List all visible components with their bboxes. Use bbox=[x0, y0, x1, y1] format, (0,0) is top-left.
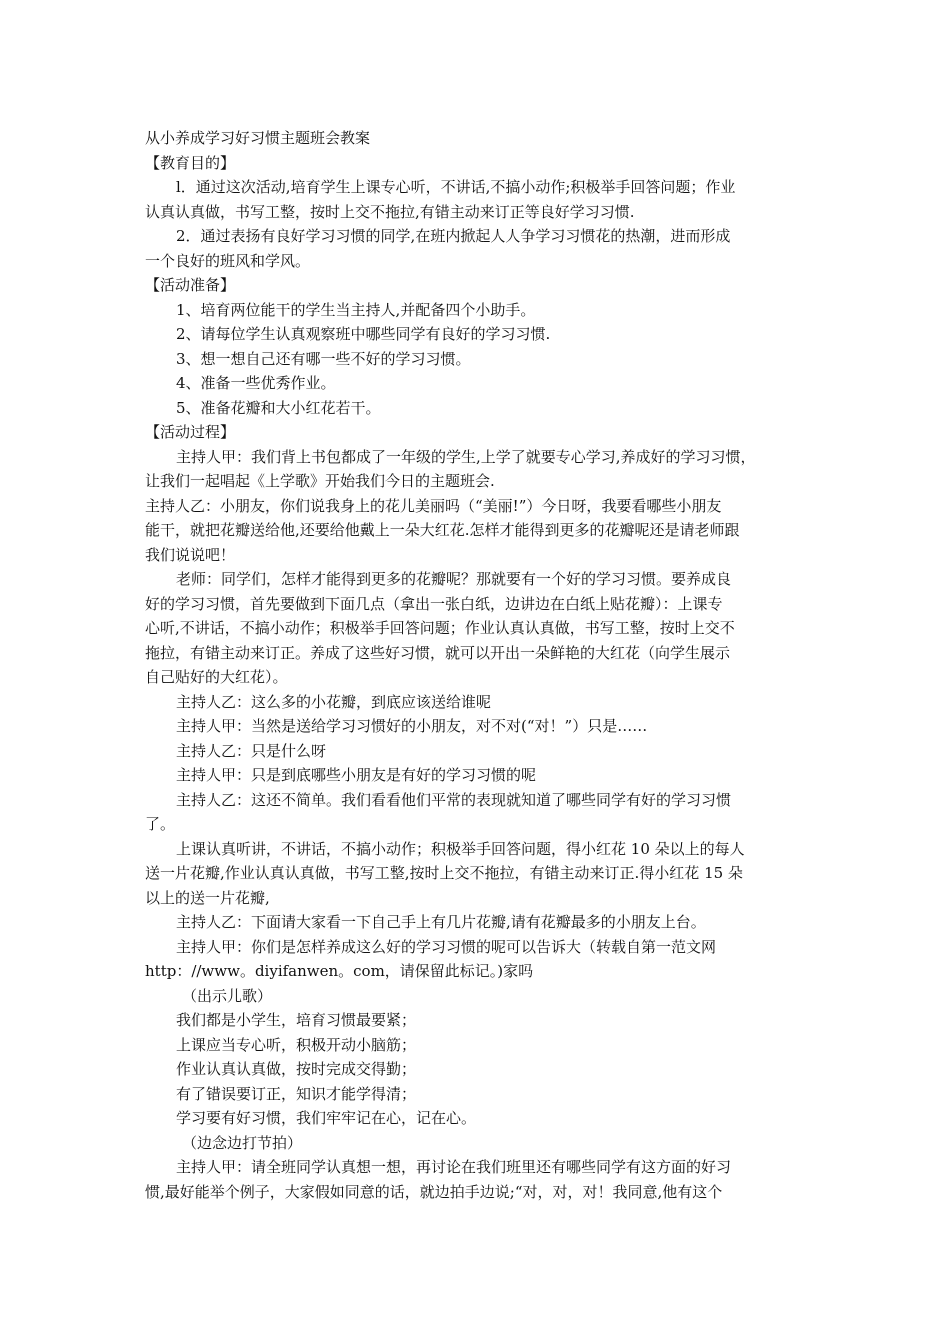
list-item: 2、请每位学生认真观察班中哪些同学有良好的学习习惯. bbox=[176, 325, 551, 343]
paragraph-line: 拖拉，有错主动来订正。养成了这些好习惯，就可以开出一朵鲜艳的大红花（向学生展示 bbox=[145, 643, 731, 662]
paragraph-line: 我们说说吧！ bbox=[145, 545, 236, 564]
paragraph-line: 能干，就把花瓣送给他,还要给他戴上一朵大红花.怎样才能得到更多的花瓣呢还是请老师跟 bbox=[145, 521, 740, 539]
paragraph-line: 自己贴好的大红花）。 bbox=[145, 668, 288, 686]
poem-line: 上课应当专心听，积极开动小脑筋； bbox=[176, 1035, 417, 1054]
paragraph-line: 2．通过表扬有良好学习习惯的同学,在班内掀起人人争学习习惯花的热潮，进而形成 bbox=[176, 227, 731, 245]
section-heading-goal: 【教育目的】 bbox=[145, 153, 236, 172]
dialogue-line: 主持人乙：这还不简单。我们看看他们平常的表现就知道了哪些同学有好的学习习惯 bbox=[176, 790, 732, 809]
dialogue-line: 主持人乙：这么多的小花瓣，到底应该送给谁呢 bbox=[176, 692, 492, 711]
dialogue-line: 主持人乙：下面请大家看一下自己手上有几片花瓣,请有花瓣最多的小朋友上台。 bbox=[176, 913, 706, 931]
section-heading-process: 【活动过程】 bbox=[145, 423, 236, 441]
list-item: 5、准备花瓣和大小红花若干。 bbox=[176, 398, 381, 417]
dialogue-line: http：//www。diyifanwen。com，请保留此标记。)家吗 bbox=[145, 962, 534, 980]
paragraph-line: 心听,不讲话，不搞小动作；积极举手回答问题；作业认真认真做，书写工整，按时上交不 bbox=[145, 619, 735, 637]
poem-line: 作业认真认真做，按时完成交得勤； bbox=[176, 1060, 417, 1078]
paragraph-line: 让我们一起唱起《上学歌》开始我们今日的主题班会. bbox=[145, 472, 495, 490]
paragraph-line: 好的学习习惯，首先要做到下面几点（拿出一张白纸，边讲边在白纸上贴花瓣）：上课专 bbox=[145, 594, 723, 613]
paragraph-line: 一个良好的班风和学风。 bbox=[145, 251, 311, 270]
paragraph-line: 老师：同学们，怎样才能得到更多的花瓣呢？那就要有一个好的学习习惯。要养成良 bbox=[176, 570, 732, 588]
poem-line: 学习要有好习惯，我们牢牢记在心，记在心。 bbox=[176, 1109, 477, 1127]
document-page bbox=[145, 126, 813, 1204]
stage-direction: （边念边打节拍） bbox=[182, 1133, 303, 1152]
paragraph-line: 主持人乙：小朋友，你们说我身上的花儿美丽吗（“美丽!”）今日呀，我要看哪些小朋友 bbox=[145, 496, 722, 515]
paragraph-line: 送一片花瓣,作业认真认真做，书写工整,按时上交不拖拉，有错主动来订正.得小红花 15 朵 bbox=[145, 864, 743, 882]
dialogue-line: 主持人甲：当然是送给学习习惯好的小朋友，对不对(“对！”）只是…… bbox=[176, 717, 648, 735]
list-item: 4、准备一些优秀作业。 bbox=[176, 374, 336, 392]
document-title: 从小养成学习好习惯主题班会教案 bbox=[145, 129, 371, 147]
dialogue-line: 主持人甲：只是到底哪些小朋友是有好的学习习惯的呢 bbox=[176, 766, 537, 784]
paragraph-line: l．通过这次活动,培育学生上课专心听，不讲话,不搞小动作;积极举手回答问题；作业 bbox=[176, 178, 736, 196]
dialogue-line: 主持人乙：只是什么呀 bbox=[176, 741, 327, 760]
list-item: 1、培育两位能干的学生当主持人,并配备四个小助手。 bbox=[176, 300, 536, 319]
poem-line: 我们都是小学生，培育习惯最要紧； bbox=[176, 1011, 417, 1029]
dialogue-line: 了。 bbox=[145, 815, 176, 833]
dialogue-line: 主持人甲：你们是怎样养成这么好的学习习惯的呢可以告诉大（转载自第一范文网 bbox=[176, 937, 717, 956]
paragraph-line: 以上的送一片花瓣, bbox=[145, 888, 270, 907]
paragraph-line: 认真认真做，书写工整，按时上交不拖拉,有错主动来订正等良好学习习惯. bbox=[145, 202, 635, 221]
paragraph-line: 上课认真听讲，不讲话，不搞小动作；积极举手回答问题，得小红花 10 朵以上的每人 bbox=[176, 839, 745, 858]
section-heading-prep: 【活动准备】 bbox=[145, 276, 236, 294]
dialogue-line: 主持人甲：请全班同学认真想一想，再讨论在我们班里还有哪些同学有这方面的好习 bbox=[176, 1158, 732, 1176]
dialogue-line: 惯,最好能举个例子，大家假如同意的话，就边拍手边说;“对，对，对！我同意,他有这个 bbox=[145, 1182, 723, 1201]
paragraph-line: 主持人甲：我们背上书包都成了一年级的学生,上学了就要专心学习,养成好的学习习惯， bbox=[176, 447, 756, 466]
poem-line: 有了错误要订正，知识才能学得清； bbox=[176, 1084, 417, 1103]
list-item: 3、想一想自己还有哪一些不好的学习习惯。 bbox=[176, 349, 471, 368]
stage-direction: （出示儿歌） bbox=[182, 986, 273, 1005]
